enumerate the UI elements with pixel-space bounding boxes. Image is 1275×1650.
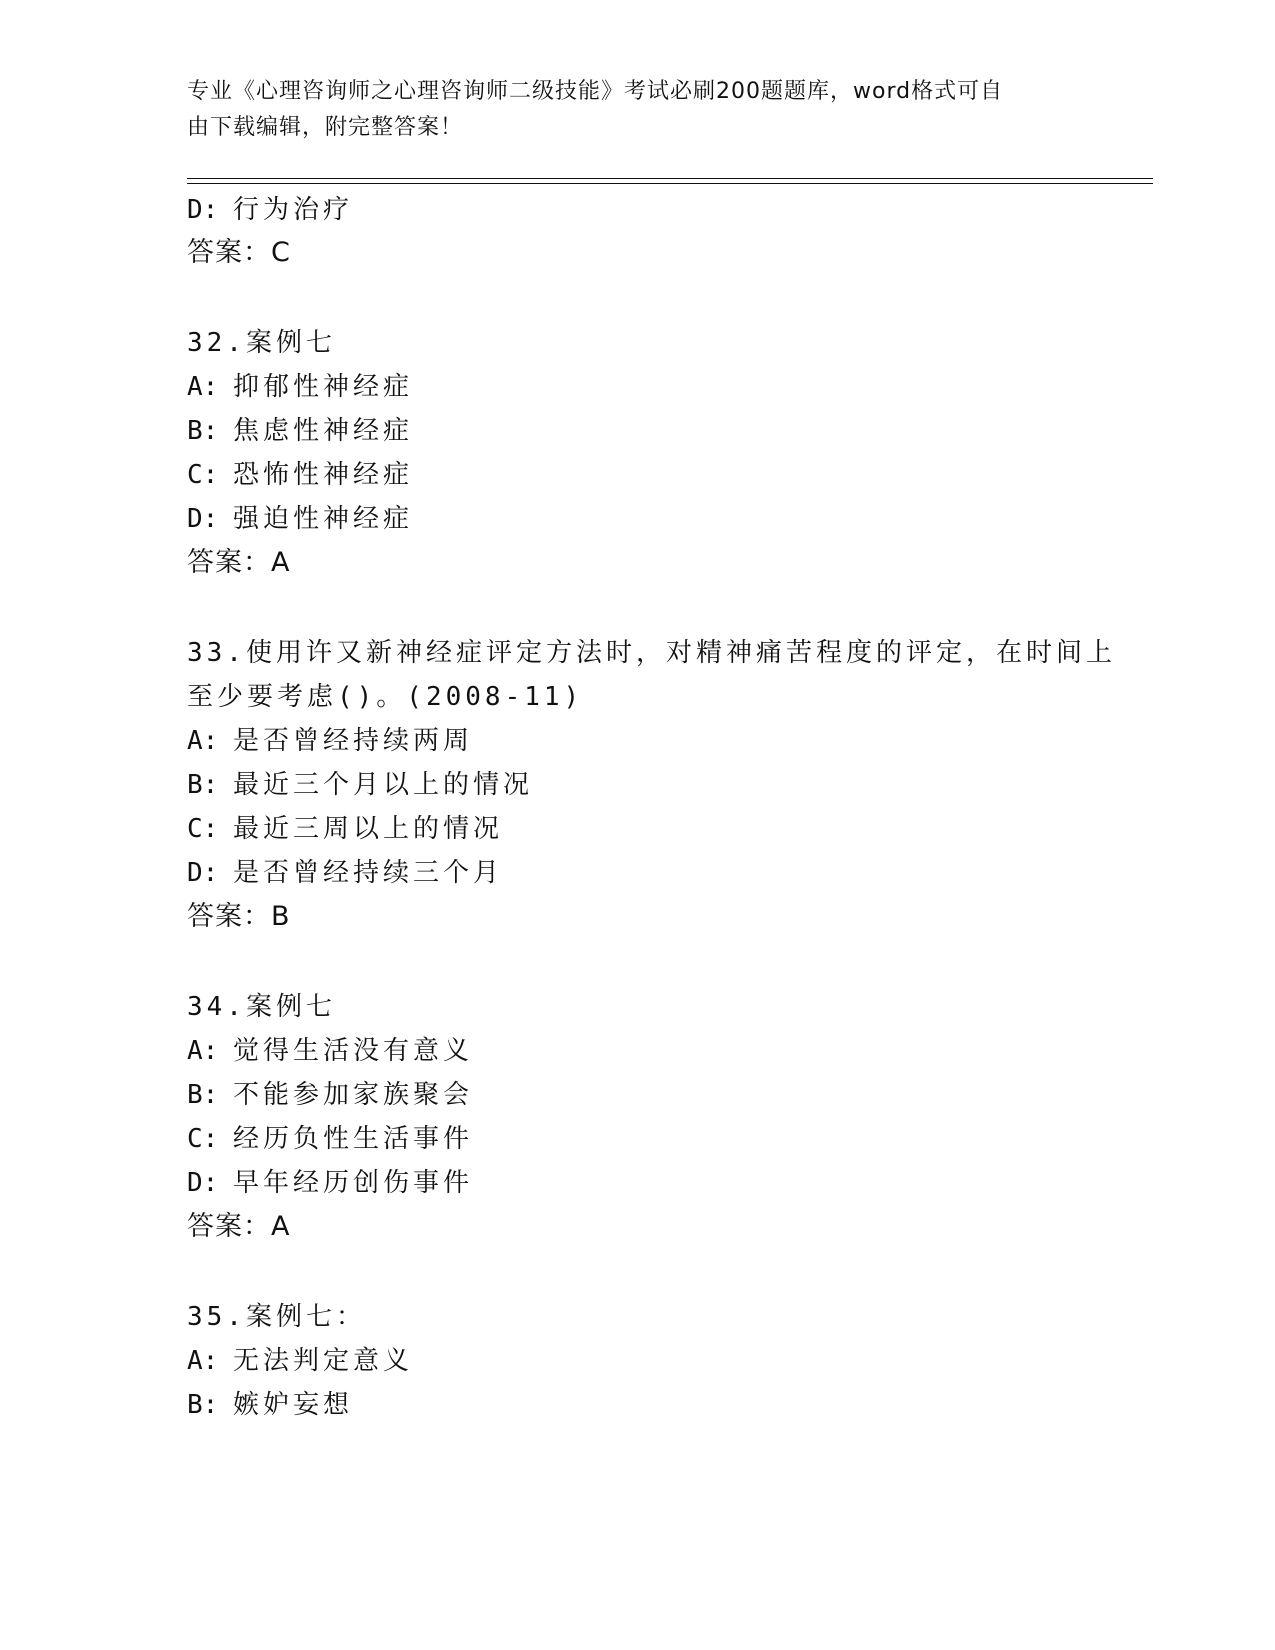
- q34-option-d: [187, 1168, 473, 1198]
- option-text: 无法判定意义: [233, 1346, 414, 1376]
- q34-stem: 34.案例七: [187, 992, 336, 1022]
- q32-stem: 32.案例七: [187, 328, 336, 358]
- q31-answer: 答案：C: [187, 237, 291, 268]
- option-text: 恐怖性神经症: [233, 460, 414, 490]
- q34-answer: 答案：A: [187, 1211, 291, 1242]
- option-label: D:: [187, 195, 219, 225]
- option-text: 是否曾经持续三个月: [233, 858, 504, 888]
- option-label: C:: [187, 1124, 219, 1154]
- header-line-1: 专业《心理咨询师之心理咨询师二级技能》考试必刷200题题库，word格式可自: [187, 79, 1004, 104]
- option-text: 焦虑性神经症: [233, 416, 414, 446]
- q33-option-b: [187, 770, 533, 800]
- option-label: D:: [187, 1168, 219, 1198]
- option-label: A:: [187, 1346, 219, 1376]
- q33-option-c: [187, 814, 503, 844]
- q32-option-d: [187, 504, 413, 534]
- q34-option-a: [187, 1036, 473, 1066]
- q32-option-c: [187, 460, 413, 490]
- q32-option-b: [187, 416, 413, 446]
- q31-option-d: [187, 195, 353, 225]
- option-text: 不能参加家族聚会: [233, 1080, 474, 1110]
- option-text: 抑郁性神经症: [233, 372, 414, 402]
- option-text: 最近三个月以上的情况: [233, 770, 534, 800]
- q32-answer: 答案：A: [187, 547, 291, 578]
- option-text: 觉得生活没有意义: [233, 1036, 474, 1066]
- q35-stem: 35.案例七：: [187, 1302, 366, 1332]
- q33-answer: 答案：B: [187, 901, 291, 932]
- header-line-2: 由下载编辑，附完整答案！: [187, 115, 464, 140]
- option-text: 嫉妒妄想: [233, 1390, 354, 1420]
- option-label: B:: [187, 770, 219, 800]
- option-text: 强迫性神经症: [233, 504, 414, 534]
- option-label: B:: [187, 1390, 219, 1420]
- option-label: A:: [187, 726, 219, 756]
- q34-option-b: [187, 1080, 473, 1110]
- header-divider-top: [187, 178, 1153, 179]
- q32-option-a: [187, 372, 413, 402]
- option-label: B:: [187, 1080, 219, 1110]
- q33-option-a: [187, 726, 473, 756]
- option-text: 行为治疗: [233, 195, 354, 225]
- option-label: C:: [187, 460, 219, 490]
- option-text: 经历负性生活事件: [233, 1124, 474, 1154]
- option-text: 最近三周以上的情况: [233, 814, 504, 844]
- q33-stem-line-2: 至少要考虑()。(2008-11): [187, 682, 584, 712]
- option-text: 早年经历创伤事件: [233, 1168, 474, 1198]
- header-divider-bottom: [187, 183, 1153, 184]
- q33-stem-line-1: 33.使用许又新神经症评定方法时，对精神痛苦程度的评定，在时间上: [187, 638, 1116, 668]
- option-label: C:: [187, 814, 219, 844]
- q35-option-a: [187, 1346, 413, 1376]
- option-label: D:: [187, 858, 219, 888]
- option-label: B:: [187, 416, 219, 446]
- option-label: D:: [187, 504, 219, 534]
- option-label: A:: [187, 372, 219, 402]
- option-label: A:: [187, 1036, 219, 1066]
- document-header: [187, 74, 1067, 146]
- q33-option-d: [187, 858, 503, 888]
- option-text: 是否曾经持续两周: [233, 726, 474, 756]
- q34-option-c: [187, 1124, 473, 1154]
- q35-option-b: [187, 1390, 353, 1420]
